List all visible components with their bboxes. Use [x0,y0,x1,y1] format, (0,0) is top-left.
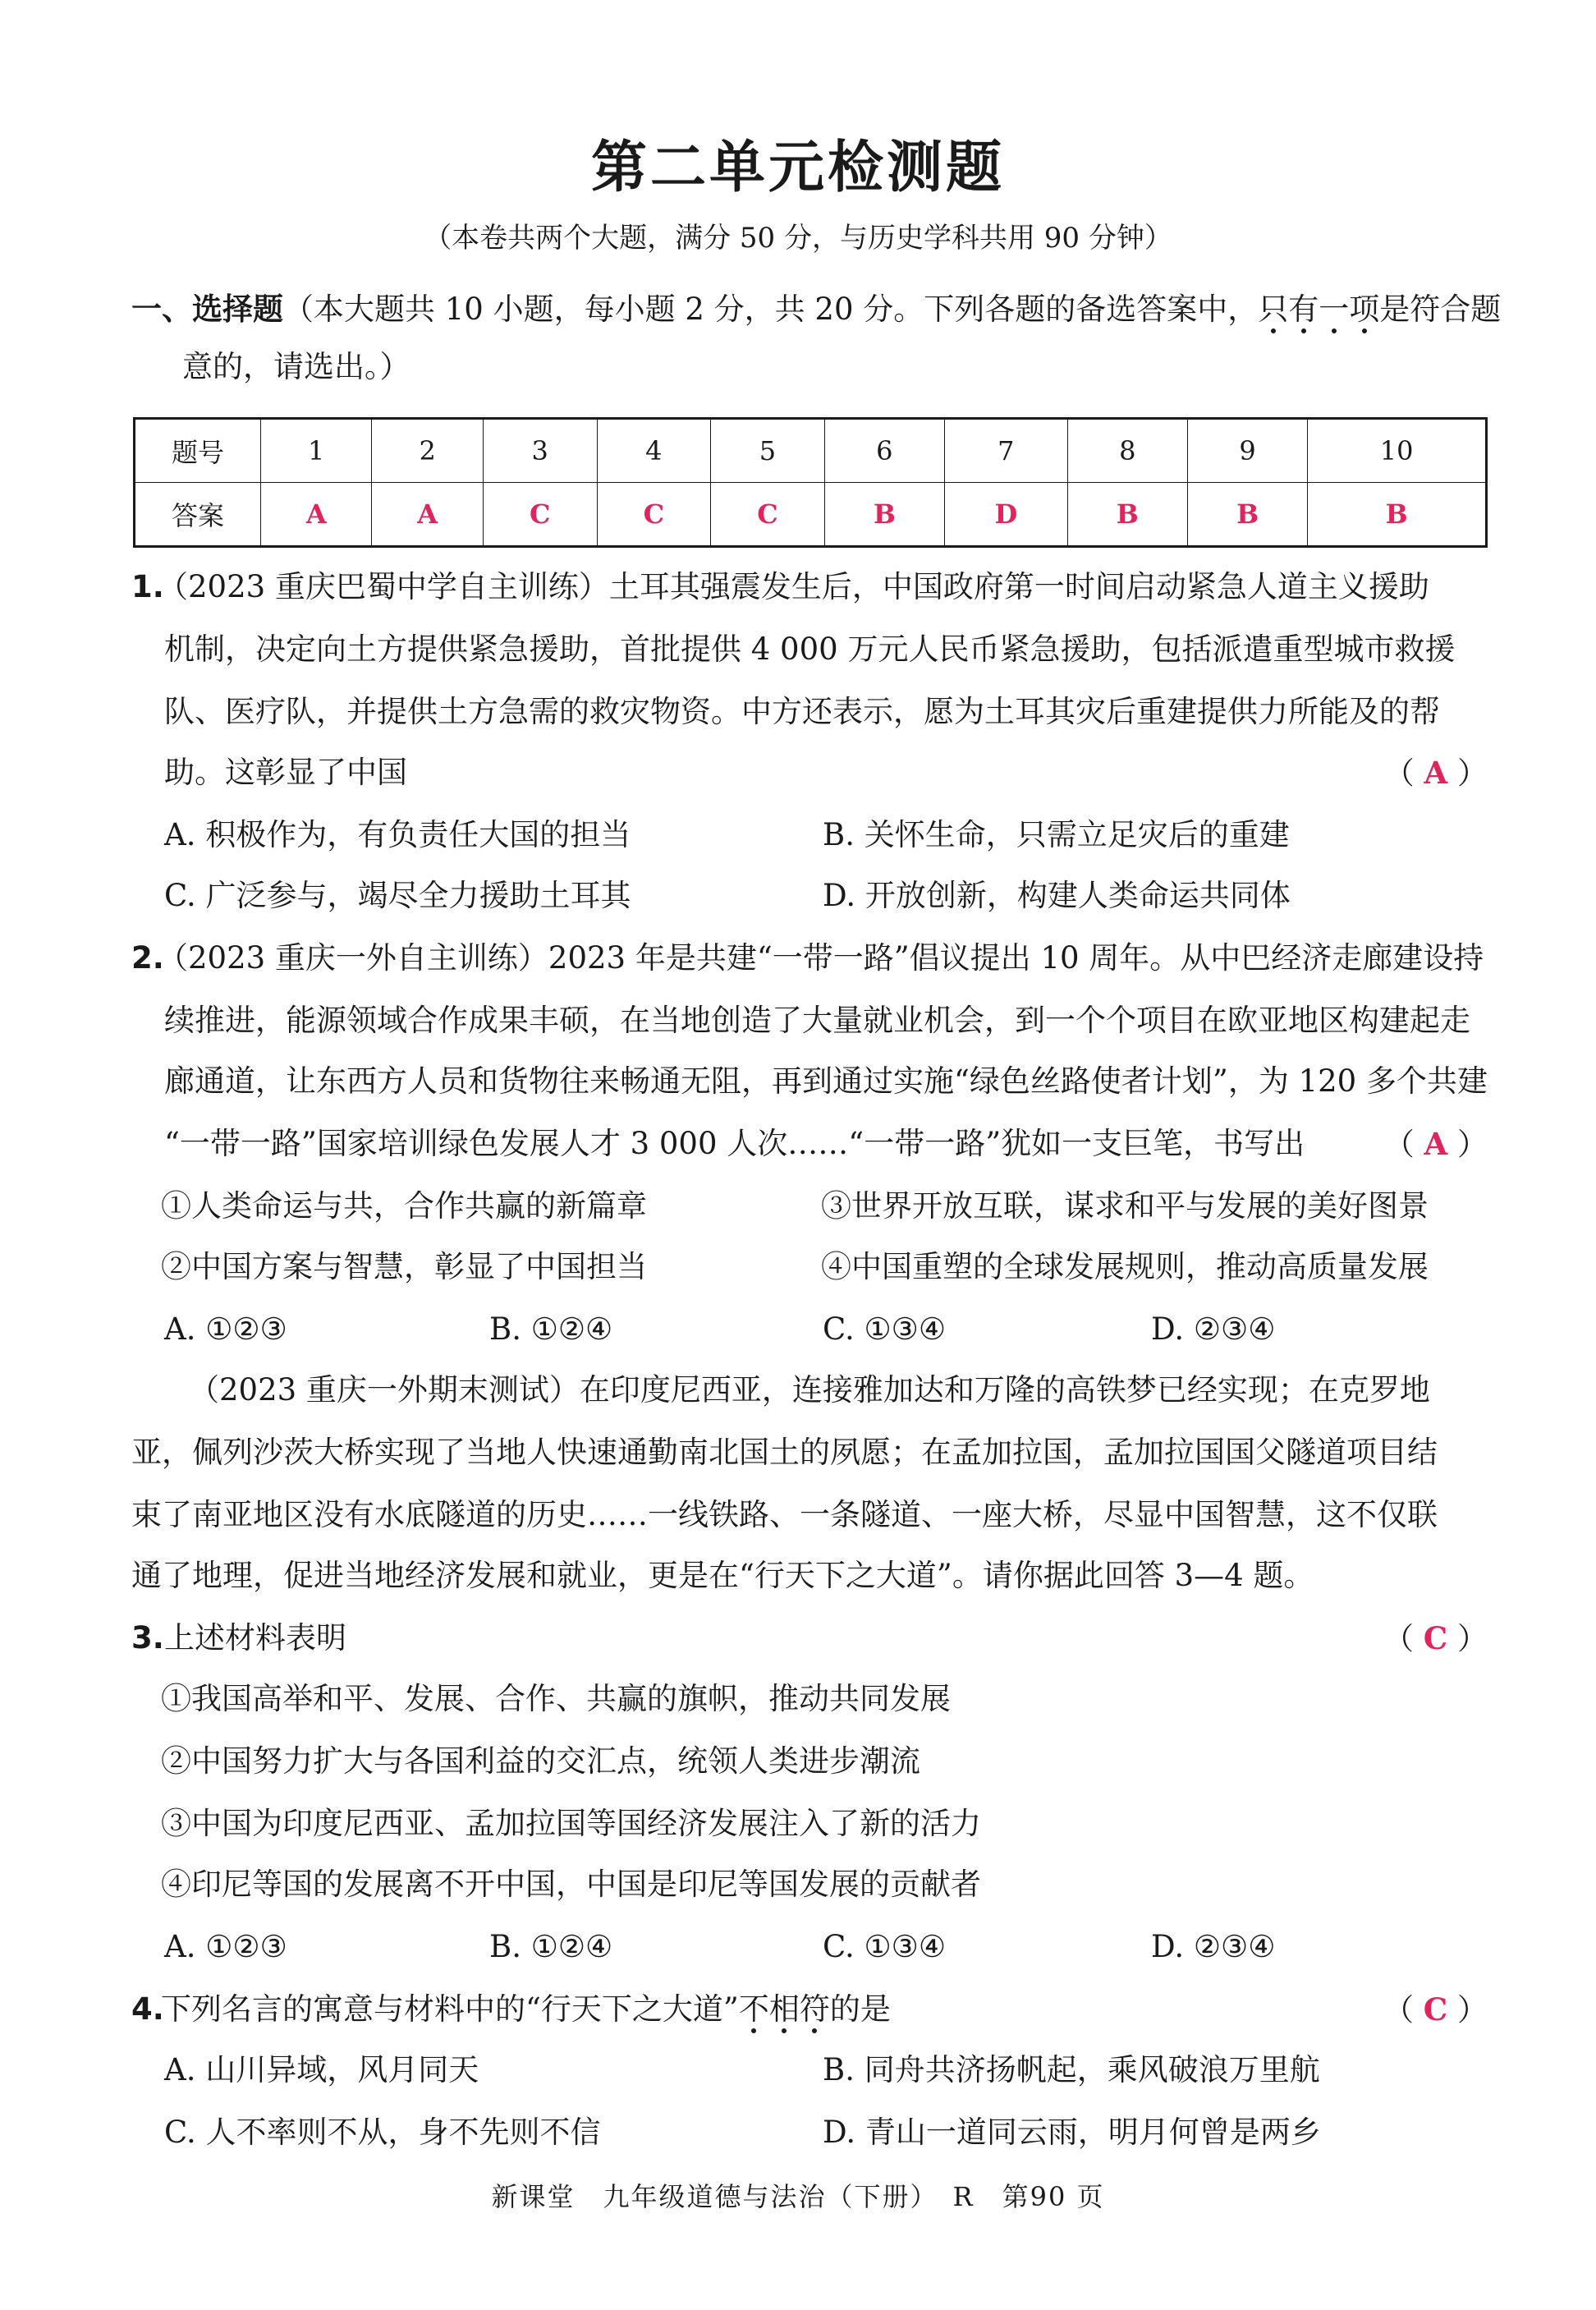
question-1-option: A. 积极作为，有负责任大国的担当 [164,817,631,852]
question-2-option: A. ①②③ [164,1311,287,1347]
question-2-item: ④中国重塑的全球发展规则，推动高质量发展 [821,1249,1429,1284]
answer-cell: C [597,483,711,547]
question-number-cell: 7 [944,419,1067,483]
question-1-option: D. 开放创新，构建人类命运共同体 [823,878,1291,913]
material-line: 束了南亚地区没有水底隧道的历史……一线铁路、一条隧道、一座大桥，尽显中国智慧，这不仅联 [131,1497,1438,1532]
section-intro-line2: 意的，请选出。） [182,349,410,384]
answer-cell: A [372,483,483,547]
question-1-answer-mark: （ A ） [1383,755,1488,791]
question-4-option: A. 山川异域，风月同天 [164,2052,479,2087]
question-2-item: ①人类命运与共，合作共赢的新篇章 [161,1188,647,1224]
answer-cell: A [261,483,372,547]
question-2-item: ③世界开放互联，谋求和平与发展的美好图景 [821,1188,1429,1224]
question-4-stem-a: 下列名言的寓意与材料中的“行天下之大道” [161,1991,739,2027]
answer-cell: D [944,483,1067,547]
material-line: （2023 重庆一外期末测试）在印度尼西亚，连接雅加达和万隆的高铁梦已经实现；在克罗地 [189,1372,1430,1408]
question-1-option: C. 广泛参与，竭尽全力援助土耳其 [164,878,631,913]
question-1-line: 机制，决定向土方提供紧急援助，首批提供 4 000 万元人民币紧急援助，包括派遣重型城市救援 [164,631,1456,667]
question-3-item: ②中国努力扩大与各国利益的交汇点，统领人类进步潮流 [161,1743,920,1779]
answer-table [133,417,1488,548]
page-footer: 新课堂 九年级道德与法治（下册） R 第90 页 [491,2181,1105,2212]
question-4-stem-line [161,1989,891,2030]
question-1-line: 队、医疗队，并提供土方急需的救灾物资。中方还表示，愿为土耳其灾后重建提供力所能及的帮 [164,694,1440,729]
question-1-option: B. 关怀生命，只需立足灾后的重建 [823,817,1290,852]
question-number-cell: 6 [824,419,944,483]
question-3-option: D. ②③④ [1151,1929,1276,1964]
question-4-option: C. 人不率则不从，身不先则不信 [164,2115,601,2150]
question-number-cell: 8 [1067,419,1187,483]
question-2-line: 廊通道，让东西方人员和货物往来畅通无阻，再到通过实施“绿色丝路使者计划”，为 120 多个共建 [164,1063,1488,1099]
row-label-answer: 答案 [135,483,261,547]
question-3-answer-mark: （ C ） [1383,1620,1488,1656]
question-2-line: 续推进，能源领域合作成果丰硕，在当地创造了大量就业机会，到一个个项目在欧亚地区构建起走 [164,1003,1470,1038]
question-number-cell: 4 [597,419,711,483]
table-row-answers [135,483,1487,547]
page-title: 第二单元检测题 [590,135,1005,200]
question-3-number: 3. [131,1620,164,1656]
answer-cell: B [824,483,944,547]
question-4-answer-mark: （ C ） [1383,1991,1488,2028]
question-2-answer: A [1424,1126,1448,1162]
question-3-option: A. ①②③ [164,1929,287,1964]
answer-cell: B [1308,483,1487,547]
section-intro-b: 是符合题 [1379,292,1502,327]
question-2-answer-mark: （ A ） [1383,1126,1488,1162]
question-number-cell: 10 [1308,419,1487,483]
question-4-option: D. 青山一道同云雨，明月何曾是两乡 [823,2115,1321,2150]
question-2-option: D. ②③④ [1151,1311,1276,1347]
question-4-answer: C [1423,1991,1448,2028]
exam-subtitle: （本卷共两个大题，满分 50 分，与历史学科共用 90 分钟） [424,222,1172,255]
section-heading-line [131,289,1501,330]
section-intro-a: （本大题共 10 小题，每小题 2 分，共 20 分。下列各题的备选答案中， [283,292,1259,327]
question-number-cell: 3 [483,419,597,483]
question-3-option: C. ①③④ [823,1929,947,1964]
question-number-cell: 2 [372,419,483,483]
answer-cell: C [483,483,597,547]
table-row-numbers [135,419,1487,483]
question-4-number: 4. [131,1991,164,2027]
answer-cell: B [1187,483,1307,547]
question-4-stem-emphasis: 不相符 [738,1991,830,2027]
question-1-line: 助。这彰显了中国 [164,755,407,790]
question-3-option: B. ①②④ [489,1929,613,1964]
question-2-line: （2023 重庆一外自主训练）2023 年是共建“一带一路”倡议提出 10 周年。从中巴经济走廊建设持 [158,940,1484,976]
row-label-number: 题号 [135,419,261,483]
question-3-stem: 上述材料表明 [164,1620,346,1656]
question-1-number: 1. [131,569,164,604]
question-2-number: 2. [131,940,164,976]
question-3-item: ①我国高举和平、发展、合作、共赢的旗帜，推动共同发展 [161,1681,951,1716]
question-1-line: （2023 重庆巴蜀中学自主训练）土耳其强震发生后，中国政府第一时间启动紧急人道主义援助 [158,569,1429,604]
question-3-answer: C [1423,1620,1448,1656]
question-number-cell: 9 [1187,419,1307,483]
question-2-line: “一带一路”国家培训绿色发展人才 3 000 人次……“一带一路”犹如一支巨笔，书写出 [164,1126,1305,1161]
question-2-item: ②中国方案与智慧，彰显了中国担当 [161,1249,647,1284]
question-2-option: B. ①②④ [489,1311,613,1347]
answer-cell: C [711,483,825,547]
question-2-option: C. ①③④ [823,1311,947,1347]
question-number-cell: 5 [711,419,825,483]
question-1-answer: A [1424,755,1448,791]
question-4-option: B. 同舟共济扬帆起，乘风破浪万里航 [823,2052,1320,2087]
section-intro-emphasis: 只有一项 [1258,292,1380,327]
question-number-cell: 1 [261,419,372,483]
section-heading: 一、选择题 [131,292,283,327]
material-line: 亚，佩列沙茨大桥实现了当地人快速通勤南北国土的夙愿；在孟加拉国，孟加拉国国父隧道项目结 [131,1435,1438,1470]
question-3-item: ④印尼等国的发展离不开中国，中国是印尼等国发展的贡献者 [161,1867,981,1902]
material-line: 通了地理，促进当地经济发展和就业，更是在“行天下之大道”。请你据此回答 3—4 题。 [131,1558,1314,1593]
answer-cell: B [1067,483,1187,547]
question-4-stem-b: 的是 [829,1991,891,2027]
question-3-item: ③中国为印度尼西亚、孟加拉国等国经济发展注入了新的活力 [161,1806,981,1841]
